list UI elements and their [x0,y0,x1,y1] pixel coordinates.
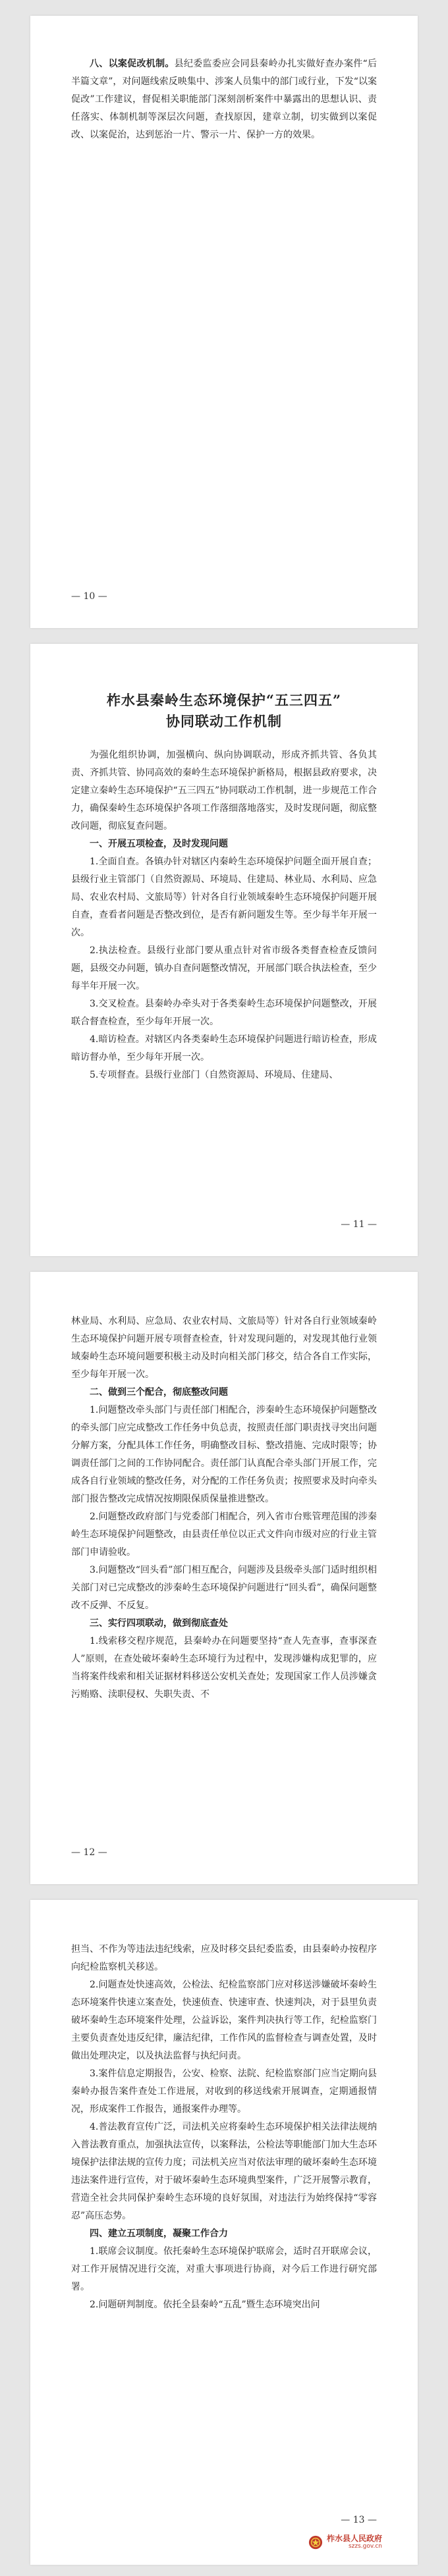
page-number-13: — 13 — [341,2515,377,2525]
document-title-line-1: 柞水县秦岭生态环境保护“五三四五” [106,692,342,708]
document-page-12 [30,1272,418,1884]
list-item: 3.问题整改“回头看”部门相互配合，问题涉及县级牵头部门适时组织相关部门对已完成整改的涉秦岭生态环境保护问题进行“回头看”，确保问题整改不反弹、不反复。 [71,1565,377,1611]
page-number-12: — 12 — [71,1847,107,1858]
page-11-body [71,690,377,1084]
list-item: 4.普法教育宣传广泛，司法机关应将秦岭生态环境保护相关法律法规纳入普法教育重点，加强执法宣传，以案释法，公检法等职能部门加大生态环境保护法律法规的宣传力度；司法机关应当对依法审理的破坏秦岭生态环境违法案件进行宣传，对于破坏秦岭生态环境典型案件，广泛开展警示教育，营造全社会共同保护秦岭生态环境的良好氛围，对违法行为始终保持“零容忍”高压态势。 [71,2122,377,2221]
paragraph-case-reform [71,55,377,144]
site-watermark[interactable] [308,2534,382,2550]
watermark-title: 柞水县人民政府 [326,2534,382,2543]
list-item: 1.全面自查。各镇办针对辖区内秦岭生态环境保护问题全面开展自查；县级行业主管部门（自然资源局、环境局、住建局、林业局、水利局、应急局、农业农村局、文旅局等）针对各自行业领域秦岭生态环境保护问题开展自查，查看者问题是否整改到位，是否有新问题发生等。至少每半年开展一次。 [71,856,377,938]
list-item: 1.线索移交程序规范，县秦岭办在问题要坚持“查人先查事，查事深查人”原则，在查处破坏秦岭生态环境行为过程中，发现涉嫌构成犯罪的，应当将案件线索和相关证据材料移送公安机关查处；发现国家工作人员涉嫌贪污贿赂、渎职侵权、失职失责、不 [71,1636,377,1700]
list-item: 1.联席会议制度。依托秦岭生态环境保护联席会，适时召开联席会议，对工作开展情况进行交流，对重大事项进行协商，对今后工作进行研究部署。 [71,2246,377,2292]
watermark-text [327,2534,382,2550]
case-reform-text: 县纪委监委应会同县秦岭办扎实做好查办案件“后半篇文章”，对问题线索反映集中、涉案人员集中的部门或行业，下发“以案促改”工作建议，督促相关职能部门深刻剖析案件中暴露出的思想认识、责任落实、体制机制等深层次问题，查找原因，建章立制，切实做到以案促改、以案促治，达到惩治一片、警示一片、保护一方的效果。 [71,59,378,140]
document-page-13 [30,1900,418,2565]
page-number-10: — 10 — [71,591,107,602]
list-item: 5.专项督查。县级行业部门（自然资源局、环境局、住建局、 [90,1070,339,1080]
page-12-body [71,1313,377,1704]
continuation-paragraph: 担当、不作为等违法违纪线索，应及时移交县纪委监委，由县秦岭办按程序向纪检监察机关移送。 [71,1944,377,1972]
continuation-paragraph: 林业局、水利局、应急局、农业农村局、文旅局等）针对各自行业领域秦岭生态环境保护问题开展专项督查检查，针对发现问题的，对发现其他行业领域秦岭生态环境问题要积极主动及时向相关部门移交，结合各自工作实际，至少每年开展一次。 [71,1316,377,1380]
government-emblem-icon [308,2535,323,2550]
section-heading-4: 四、建立五项制度，凝聚工作合力 [90,2228,228,2239]
list-item: 3.案件信息定期报告，公安、检察、法院、纪检监察部门应当定期向县秦岭办报告案件查处工作进展，对收到的移送线索开展调查，定期通报情况，形成案件工作报告，通报案件办理等。 [71,2068,377,2115]
list-item: 2.执法检查。县级行业部门要从重点针对省市级各类督查检查反馈问题，县级交办问题，镇办自查问题整改情况，开展部门联合执法检查，至少每半年开展一次。 [71,945,377,991]
document-page-10 [30,16,418,628]
watermark-url: szzs.gov.cn [348,2543,382,2550]
list-item: 4.暗访检查。对辖区内各类秦岭生态环境保护问题进行暗访检查，形成暗访督办单，至少每年开展一次。 [71,1034,377,1063]
case-reform-heading: 八、以案促改机制。 [90,59,175,69]
list-item: 3.交叉检查。县秦岭办牵头对于各类秦岭生态环境保护问题整改，开展联合督查检查，至少每年开展一次。 [71,999,377,1027]
document-title-line-2: 协同联动工作机制 [166,713,282,729]
list-item: 2.问题整改政府部门与党委部门相配合，列入省市台账管理范围的涉秦岭生态环境保护问题整改，由县责任单位以正式文件向市级对应的行业主管部门申请验收。 [71,1511,377,1558]
list-item: 2.问题查处快速高效，公检法、纪检监察部门应对移送涉嫌破坏秦岭生态环境案件快速立案查处，快速侦查、快速审查、快速判决，对于县里负责破坏秦岭生态环境案件处理，公益诉讼，案件判决执行等工作，纪检监察门主要负责查处违反纪律，廉洁纪律，工作作风的监督检查与调查处置，及时做出处理决定，以及执法监督与执纪问责。 [71,1980,377,2061]
list-item: 1.问题整改牵头部门与责任部门相配合，涉秦岭生态环境保护问题整改的牵头部门应完成整改工作任务中负总责，按照责任部门职责找寻突出问题分解方案，分配具体工作任务，明确整改目标、整改措施、完成时限等；协调责任部门之间的工作协同配合。责任部门认真配合牵头部门开展工作，完成各自行业领域的整改任务，对分配的工作任务负责；按照要求及时向牵头部门报告整改完成情况按期限保质保量推进整改。 [71,1405,377,1504]
page-10-body [71,55,377,144]
page-13-body [71,1941,377,2314]
section-heading-2: 二、做到三个配合，彻底整改问题 [90,1387,228,1398]
list-item: 2.问题研判制度。依托全县秦岭“五乱”暨生态环境突出问 [90,2300,320,2310]
section-heading-1: 一、开展五项检查，及时发现问题 [90,839,228,849]
section-heading-3: 三、实行四项联动，做到彻底查处 [90,1618,228,1629]
intro-paragraph: 为强化组织协调，加强横向、纵向协调联动，形成齐抓共管、各负其责、齐抓共管、协同高效的秦岭生态环境保护新格局，根据县政府要求，决定建立秦岭生态环境保护“五三四五”协同联动工作机制，进一步规范工作合力，确保秦岭生态环境保护各项工作落细落地落实，及时发现问题，彻底整改问题，彻底复查问题。 [71,750,377,831]
page-number-11: — 11 — [341,1219,377,1230]
document-page-11 [30,644,418,1256]
